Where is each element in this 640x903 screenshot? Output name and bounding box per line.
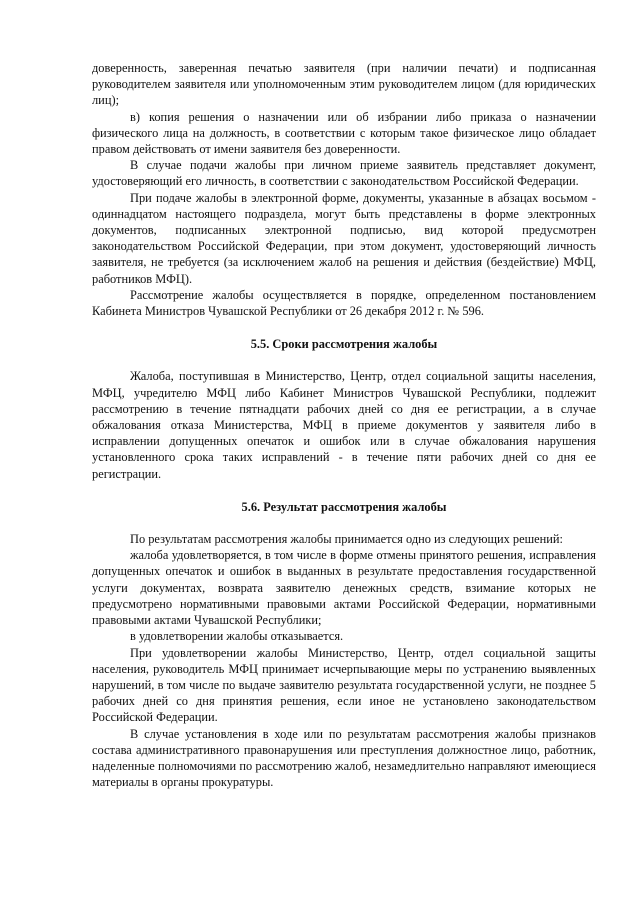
- paragraph-remedy-measures: При удовлетворении жалобы Министерство, Центр, отдел социальной защиты населения, руководитель МФЦ принимает исчерпывающие меры по устранению выявленных нарушений, в том числе по выдаче заявителю результата государственной услуги, не позднее 5 рабочих дней со дня принятия решения, если иное не установлено законодательством Российской Федерации.: [92, 645, 596, 725]
- paragraph-electronic-form: При подаче жалобы в электронной форме, документы, указанные в абзацах восьмом - одиннадцатом настоящего подраздела, могут быть представлены в форме электронных документов, подписанных электронной подписью, вид которой предусмотрен законодательством Российской Федерации, при этом документ, удостоверяющий личность заявителя, не требуется (за исключением жалоб на решения и действия (бездействие) МФЦ, работников МФЦ).: [92, 190, 596, 286]
- paragraph-appointment-copy: в) копия решения о назначении или об избрании либо приказа о назначении физического лица на должность, в соответствии с которым такое физическое лицо обладает правом действовать от имени заявителя без доверенности.: [92, 109, 596, 157]
- section-heading-5-6: 5.6. Результат рассмотрения жалобы: [241, 499, 447, 514]
- paragraph-personal-reception: В случае подачи жалобы при личном приеме заявитель представляет документ, удостоверяющий его личность, в соответствии с законодательством Российской Федерации.: [92, 158, 596, 189]
- paragraph-review-terms: Жалоба, поступившая в Министерство, Центр, отдел социальной защиты населения, МФЦ, учредителю МФЦ либо Кабинет Министров Чувашской Республики, подлежит рассмотрению в течение пятнадцати рабочих дней со дня ее регистрации, а в случае обжалования отказа Министерства, МФЦ в приеме документов у заявителя либо в исправлении допущенных опечаток и ошибок или в случае обжалования нарушения установленного срока таких исправлений - в течение пяти рабочих дней со дня ее регистрации.: [92, 369, 596, 481]
- paragraph-review-procedure: Рассмотрение жалобы осуществляется в порядке, определенном постановлением Кабинета Министров Чувашской Республики от 26 декабря 2012 г. № 596.: [92, 287, 596, 319]
- paragraph-complaint-rejected: в удовлетворении жалобы отказывается.: [130, 629, 344, 644]
- section-heading-5-5: 5.5. Сроки рассмотрения жалобы: [250, 337, 438, 352]
- paragraph-power-of-attorney: доверенность, заверенная печатью заявителя (при наличии печати) и подписанная руководителем заявителя или уполномоченным этим руководителем лицом (для юридических лиц);: [92, 61, 596, 108]
- paragraph-complaint-satisfied: жалоба удовлетворяется, в том числе в форме отмены принятого решения, исправления допущенных опечаток и ошибок в выданных в результате предоставления государственной услуги документах, возврата заявителю денежных средств, взимание которых не предусмотрено нормативными правовыми актами Российской Федерации, нормативными правовыми актами Чувашской Республики;: [92, 548, 596, 628]
- paragraph-prosecutor-referral: В случае установления в ходе или по результатам рассмотрения жалобы признаков состава административного правонарушения или преступления должностное лицо, работник, наделенные полномочиями по рассмотрению жалоб, незамедлительно направляют имеющиеся материалы в органы прокуратуры.: [92, 726, 596, 790]
- paragraph-decision-options: По результатам рассмотрения жалобы принимается одно из следующих решений:: [130, 532, 563, 547]
